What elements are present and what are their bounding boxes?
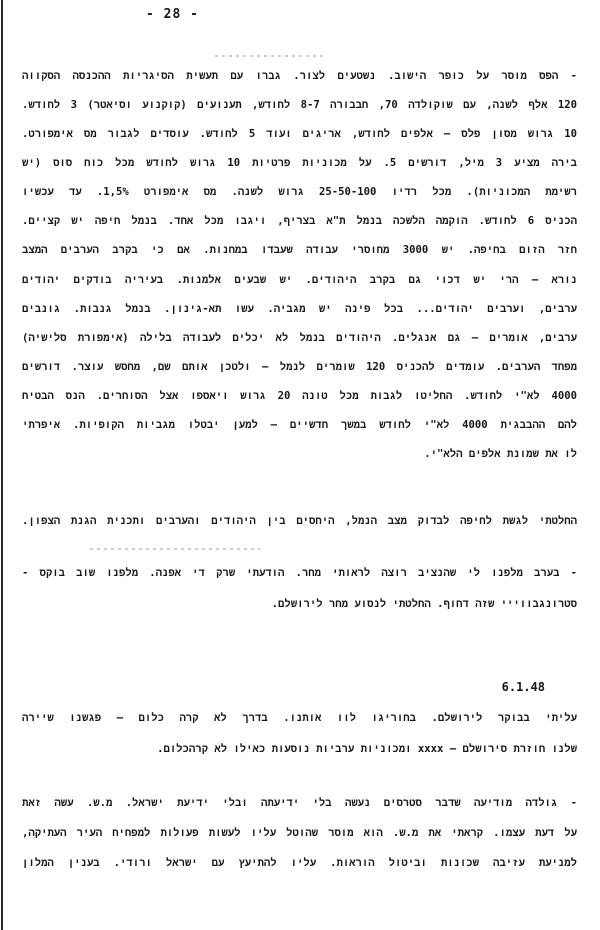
text-line: למניעת עזיבה שכונות וביטול הוראות. עליו להתיעץ עם ישראל ורודי. בענין המלון: [22, 857, 577, 869]
text-line: 10 גרוש מסון פלס – אלפים לחודש, אריגים ועוד 5 לחודש. עוסדים לגבור מס אימפורט.: [22, 128, 577, 140]
text-line: רשימת המכוניות). מכל רדיו 25-50-100 גרוש לשנה. מס אימפורט 1,5%. עד עכשיו: [22, 186, 577, 198]
text-line: ערבים, אומרים – גם אנגלים. היהודים בנמל לא יכלים לעבודה בלילה (אימפורת סלישיה): [22, 332, 577, 344]
text-line: חזר הזום בחיפה. יש 3000 מחוסרי עבודה שעבדו במחנות. אם כי בקרב הערבים המצב: [22, 244, 577, 256]
scan-smudge: [90, 548, 260, 550]
text-line: להם ההבבגית 4000 לא"י לחודש במשך חדשיים – למען יבטלו מגביות הקופיות. איפרתי: [22, 419, 577, 431]
text-line: עליתי בבוקר לירושלם. בחוריגו לוו אותנו. בדרך לא קרה כלום – פגשנו שיירה: [22, 712, 577, 724]
text-line: החלטתי לגשת לחיפה לבדוק מצב הנמל, היחסים בין היהודים והערבים ותכנית הגנת הצפון.: [22, 515, 577, 527]
text-line: לו את שמונת אלפים הלא"י.: [424, 448, 577, 460]
text-line: - הפס מוסר על כופר הישוב. נשטעים לצור. גברו עם תעשית הסיגריות ההכנסה הסקווה: [22, 70, 577, 82]
scan-smudge: [215, 55, 325, 57]
text-line: 120 אלף לשנה, עם שוקולדה 70, חבבורה 8-7 לחודש, תענועים (קוקנוע וסיאטר) 3 לחודש.: [22, 99, 577, 111]
text-line: - גולדה מודיעה שדבר סטרסים נעשה בלי ידיעתה ובלי ידיעת ישראל. מ.ש. עשה זאת: [22, 797, 577, 809]
page-number: - 28 -: [146, 7, 199, 22]
text-line: 4000 לא"י לחודש. החליטו לגבות מכל טונה 20 גרוש ויאספו אצל הסוחרים. הנס הבטיח: [22, 390, 577, 402]
text-line: הכניס 6 לחודש. הוקמה הלשכה בנמל ת"א בצריף, ויגבו מכל אחד. בנמל חיפה יש קציים.: [22, 215, 577, 227]
text-line: על דעת עצמו. קראתי את מ.ש. הוא מוסר שהוטל עליו לעשות פעולות למפחיח העיר העתיקה,: [22, 827, 577, 839]
text-line: בירה מציע 3 מיל, דורשים 5. על מכוניות פרטיות 10 גרוש לחודש מכל כוח סוס (יש: [22, 157, 577, 169]
text-line: - בערב מלפנו לי שהנציב רוצה לראותי מחר. הודעתי שרק די אפנה. מלפנו שוב בוקס -: [22, 567, 577, 579]
text-line: ערבים, וערבים יהודים... בכל פינה יש מגביה. עשו תא-גינון. בנמל גנבות. גונבים: [22, 303, 577, 315]
text-line: נורא – הרי יש דכוי גם בקרב היהודים. יש שבעים אלמנות. בעיריה בודקים יהודים: [22, 274, 577, 286]
entry-date: 6.1.48: [501, 680, 545, 694]
text-line: מפחד הערבים. עומדים להכניס 120 שומרים לנמל – ולטכן אותם שם, מחסש עוצר. דורשים: [22, 361, 577, 373]
text-line: סטרונגבווייי שזה דחוף. החלטתי לנסוע מחר לירושלם.: [271, 598, 577, 610]
text-line: שלנו חוזרת סירושלם – xxxx ומכוניות ערביות נוסעות כאילו לא קרהכלום.: [157, 743, 577, 755]
scan-edge-line: [1, 0, 3, 930]
